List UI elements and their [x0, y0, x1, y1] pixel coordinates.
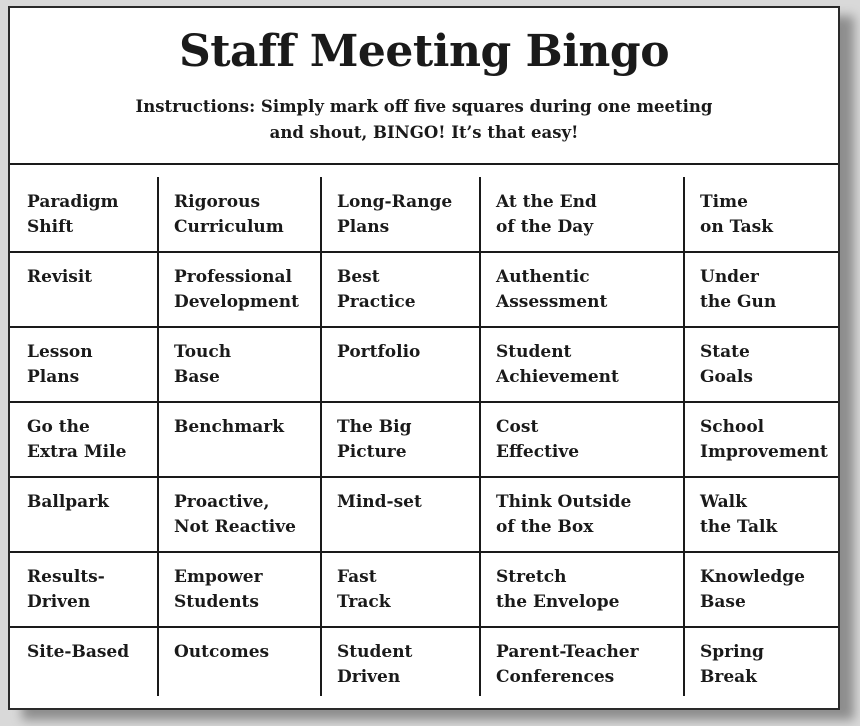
bingo-square-text: Results-	[27, 567, 105, 587]
bingo-square[interactable]	[157, 252, 320, 327]
bingo-row	[10, 327, 838, 402]
bingo-square-text: Student	[496, 342, 572, 362]
bingo-square-text: The Big	[337, 417, 412, 437]
bingo-square[interactable]	[683, 552, 838, 627]
bingo-square-text: Long-Range	[337, 192, 453, 212]
bingo-square-text: Ballpark	[27, 492, 109, 512]
bingo-square-text: Walk	[700, 492, 747, 512]
bingo-square-text: Paradigm	[27, 192, 119, 212]
header-divider	[10, 163, 838, 165]
column-divider	[683, 177, 685, 696]
bingo-square[interactable]	[479, 252, 683, 327]
bingo-square-text: Time	[700, 192, 748, 212]
bingo-square[interactable]	[157, 627, 320, 702]
bingo-square[interactable]	[479, 627, 683, 702]
column-divider	[479, 177, 481, 696]
bingo-square[interactable]	[157, 327, 320, 402]
bingo-square-text: Conferences	[496, 667, 615, 687]
bingo-square[interactable]	[320, 402, 479, 477]
bingo-card	[8, 6, 840, 710]
bingo-square-text: Development	[174, 292, 299, 312]
bingo-square[interactable]	[10, 627, 157, 702]
bingo-square[interactable]	[10, 477, 157, 552]
instructions-line-1: Instructions: Simply mark off five squares during one meeting	[135, 97, 713, 116]
instructions	[10, 94, 838, 146]
bingo-square-text: Improvement	[700, 442, 828, 462]
bingo-square[interactable]	[683, 177, 838, 252]
bingo-square-text: Driven	[337, 667, 401, 687]
bingo-square-text: Goals	[700, 367, 753, 387]
bingo-square-text: Rigorous	[174, 192, 261, 212]
bingo-square-text: Mind-set	[337, 492, 422, 512]
bingo-square[interactable]	[10, 252, 157, 327]
bingo-square-text: Authentic	[496, 267, 590, 287]
bingo-square-text: Student	[337, 642, 413, 662]
bingo-row	[10, 402, 838, 477]
bingo-square-text: Best	[337, 267, 380, 287]
bingo-square-text: on Task	[700, 217, 774, 237]
bingo-square[interactable]	[10, 177, 157, 252]
bingo-square-text: Achievement	[496, 367, 619, 387]
bingo-square-text: Curriculum	[174, 217, 284, 237]
bingo-square-text: the Talk	[700, 517, 778, 537]
bingo-square-text: Shift	[27, 217, 74, 237]
bingo-square-text: Spring	[700, 642, 764, 662]
bingo-square-text: Driven	[27, 592, 91, 612]
bingo-square[interactable]	[479, 477, 683, 552]
bingo-square-text: Extra Mile	[27, 442, 127, 462]
bingo-square-text: Picture	[337, 442, 407, 462]
bingo-square-text: At the End	[496, 192, 597, 212]
bingo-square-text: Students	[174, 592, 259, 612]
bingo-row	[10, 477, 838, 552]
bingo-square-text: Outcomes	[174, 642, 270, 662]
bingo-square[interactable]	[10, 402, 157, 477]
bingo-square-text: of the Day	[496, 217, 594, 237]
bingo-square[interactable]	[683, 327, 838, 402]
bingo-square-text: of the Box	[496, 517, 594, 537]
bingo-square[interactable]	[479, 177, 683, 252]
bingo-square-text: Plans	[337, 217, 390, 237]
bingo-square[interactable]	[479, 327, 683, 402]
bingo-square-text: Under	[700, 267, 759, 287]
bingo-square[interactable]	[320, 252, 479, 327]
bingo-square-text: the Envelope	[496, 592, 620, 612]
bingo-square[interactable]	[320, 552, 479, 627]
column-divider	[320, 177, 322, 696]
instructions-line-2: and shout, BINGO! It’s that easy!	[269, 123, 579, 142]
bingo-square[interactable]	[157, 552, 320, 627]
bingo-square[interactable]	[683, 402, 838, 477]
bingo-square[interactable]	[10, 552, 157, 627]
bingo-square-text: Plans	[27, 367, 80, 387]
bingo-square-text: Base	[700, 592, 746, 612]
bingo-row	[10, 177, 838, 252]
bingo-row	[10, 552, 838, 627]
bingo-square[interactable]	[683, 252, 838, 327]
bingo-square-text: Benchmark	[174, 417, 284, 437]
bingo-square[interactable]	[683, 477, 838, 552]
bingo-square-text: Professional	[174, 267, 292, 287]
bingo-square-text: Fast	[337, 567, 377, 587]
bingo-square-text: Touch	[174, 342, 232, 362]
page-title: Staff Meeting Bingo	[178, 26, 670, 77]
bingo-square[interactable]	[157, 177, 320, 252]
bingo-square-text: Knowledge	[700, 567, 805, 587]
bingo-square-text: Portfolio	[337, 342, 421, 362]
bingo-square[interactable]	[320, 477, 479, 552]
bingo-square-text: Not Reactive	[174, 517, 296, 537]
bingo-square-text: Lesson	[27, 342, 93, 362]
bingo-grid	[10, 177, 838, 696]
bingo-square-text: Go the	[27, 417, 90, 437]
bingo-square-text: Cost	[496, 417, 539, 437]
bingo-square-text: Effective	[496, 442, 580, 462]
bingo-square-text: Track	[337, 592, 391, 612]
column-divider	[157, 177, 159, 696]
bingo-square[interactable]	[320, 627, 479, 702]
bingo-square-text: Empower	[174, 567, 263, 587]
bingo-square[interactable]	[157, 402, 320, 477]
bingo-square-text: School	[700, 417, 765, 437]
bingo-square-text: Parent-Teacher	[496, 642, 639, 662]
bingo-square[interactable]	[683, 627, 838, 702]
bingo-row	[10, 627, 838, 702]
bingo-square-text: the Gun	[700, 292, 777, 312]
bingo-square-text: State	[700, 342, 750, 362]
bingo-square-text: Break	[700, 667, 757, 687]
bingo-square[interactable]	[10, 327, 157, 402]
bingo-square[interactable]	[157, 477, 320, 552]
bingo-square[interactable]	[320, 177, 479, 252]
bingo-square[interactable]	[479, 402, 683, 477]
bingo-square-text: Site-Based	[27, 642, 130, 662]
bingo-square[interactable]	[320, 327, 479, 402]
bingo-square-text: Proactive,	[174, 492, 270, 512]
bingo-square-text: Practice	[337, 292, 416, 312]
bingo-square-text: Base	[174, 367, 220, 387]
bingo-row	[10, 252, 838, 327]
bingo-square-text: Think Outside	[496, 492, 632, 512]
bingo-square[interactable]	[479, 552, 683, 627]
bingo-square-text: Stretch	[496, 567, 567, 587]
bingo-square-text: Revisit	[27, 267, 93, 287]
bingo-square-text: Assessment	[496, 292, 608, 312]
